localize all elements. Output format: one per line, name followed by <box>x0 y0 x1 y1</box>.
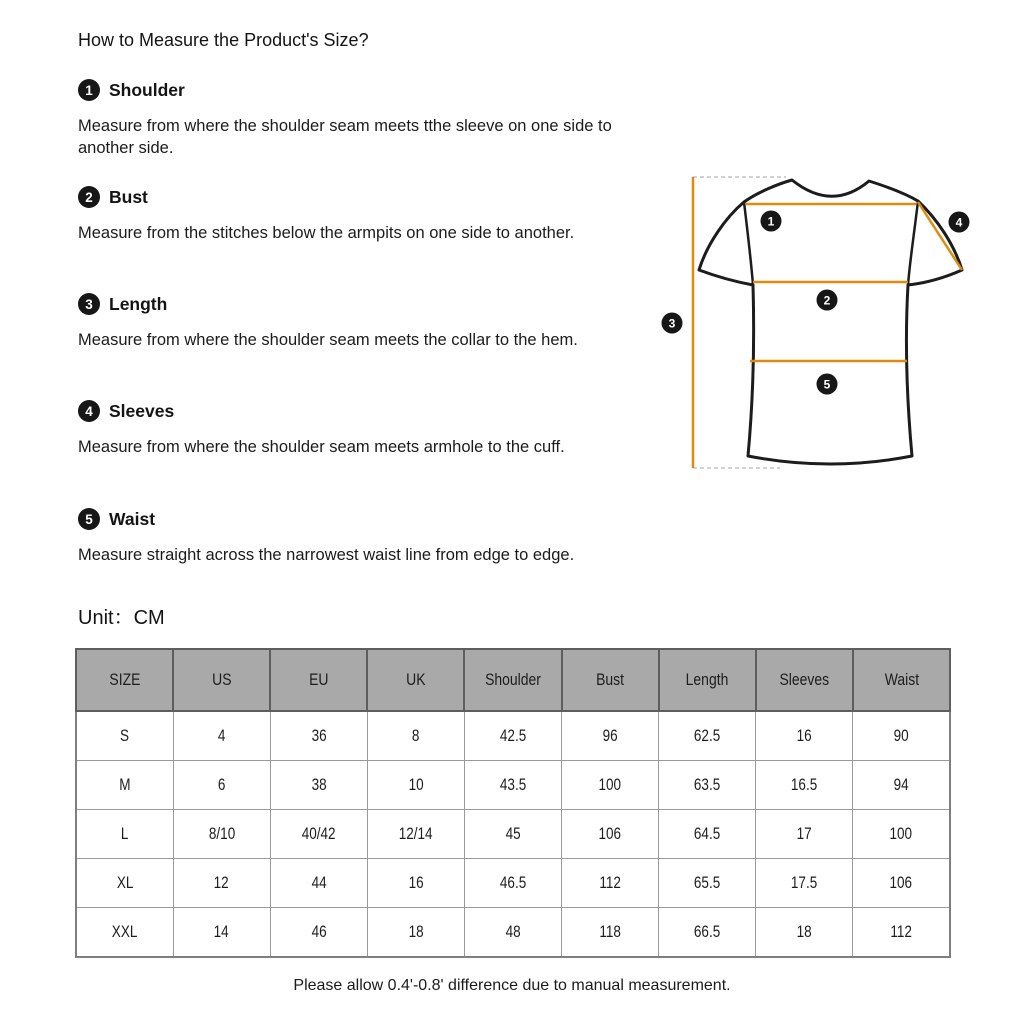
table-row <box>76 908 950 958</box>
table-cell: 100 <box>853 810 950 859</box>
header-cell: Shoulder <box>464 649 561 711</box>
header-cell: Length <box>659 649 756 711</box>
table-cell: 112 <box>853 908 950 958</box>
table-cell: 8 <box>367 711 464 761</box>
table-row <box>76 711 950 761</box>
table-cell: 46.5 <box>464 859 561 908</box>
unit-label <box>78 601 165 630</box>
page-title: How to Measure the Product's Size? <box>78 30 369 50</box>
header-cell: US <box>173 649 270 711</box>
table-cell: S <box>76 711 173 761</box>
table-cell: 112 <box>562 859 659 908</box>
step-heading <box>78 186 618 208</box>
table-cell: 16.5 <box>756 761 853 810</box>
table-cell: 43.5 <box>464 761 561 810</box>
table-cell: XXL <box>76 908 173 958</box>
table-cell: 16 <box>756 711 853 761</box>
step-description: Measure from where the shoulder seam meets tthe sleeve on one side to another side. <box>78 117 612 157</box>
step-heading <box>78 400 618 422</box>
table-cell: 17 <box>756 810 853 859</box>
table-cell: 66.5 <box>659 908 756 958</box>
table-cell: 106 <box>853 859 950 908</box>
table-cell: 118 <box>562 908 659 958</box>
step-label: Length <box>109 293 168 314</box>
table-cell: 17.5 <box>756 859 853 908</box>
size-table-header-row <box>76 649 950 711</box>
table-cell: M <box>76 761 173 810</box>
marker-length <box>662 313 683 334</box>
table-cell: 12 <box>173 859 270 908</box>
table-row <box>76 859 950 908</box>
table-cell: 6 <box>173 761 270 810</box>
header-cell: SIZE <box>76 649 173 711</box>
marker-bust <box>817 290 838 311</box>
table-cell: 36 <box>270 711 367 761</box>
step-heading <box>78 508 618 530</box>
svg-text:3: 3 <box>668 316 676 331</box>
step-description: Measure straight across the narrowest waist line from edge to edge. <box>78 546 575 564</box>
table-cell: 63.5 <box>659 761 756 810</box>
table-cell: 12/14 <box>367 810 464 859</box>
table-cell: XL <box>76 859 173 908</box>
table-cell: 46 <box>270 908 367 958</box>
unit-prefix: Unit： <box>78 607 134 629</box>
table-cell: 62.5 <box>659 711 756 761</box>
table-cell: 65.5 <box>659 859 756 908</box>
table-cell: 10 <box>367 761 464 810</box>
measurement-disclaimer: Please allow 0.4'-0.8' difference due to manual measurement. <box>293 977 731 994</box>
step-number-badge: 1 <box>78 79 100 101</box>
table-row <box>76 810 950 859</box>
table-cell: 100 <box>562 761 659 810</box>
header-cell: UK <box>367 649 464 711</box>
table-cell: 18 <box>367 908 464 958</box>
measure-step-length <box>78 293 618 351</box>
marker-sleeves <box>949 212 970 233</box>
header-cell: Waist <box>853 649 950 711</box>
measure-step-waist <box>78 508 618 566</box>
measure-step-sleeves <box>78 400 618 458</box>
table-cell: 38 <box>270 761 367 810</box>
table-cell: 44 <box>270 859 367 908</box>
table-cell: 45 <box>464 810 561 859</box>
unit-value: CM <box>133 607 165 629</box>
table-row <box>76 761 950 810</box>
table-cell: 8/10 <box>173 810 270 859</box>
measure-step-bust <box>78 186 618 244</box>
tshirt-measure-diagram <box>640 160 1024 490</box>
table-cell: 96 <box>562 711 659 761</box>
tshirt-outline <box>699 180 962 464</box>
marker-shoulder <box>761 211 782 232</box>
table-cell: 14 <box>173 908 270 958</box>
table-cell: 40/42 <box>270 810 367 859</box>
svg-text:1: 1 <box>767 214 775 229</box>
step-label: Sleeves <box>109 400 175 421</box>
table-cell: 94 <box>853 761 950 810</box>
step-label: Shoulder <box>109 79 185 100</box>
measure-step-shoulder <box>78 79 618 159</box>
step-heading <box>78 293 618 315</box>
marker-waist <box>817 374 838 395</box>
step-number-badge: 5 <box>78 508 100 530</box>
table-cell: 16 <box>367 859 464 908</box>
table-cell: 4 <box>173 711 270 761</box>
svg-text:2: 2 <box>823 293 831 308</box>
step-description: Measure from the stitches below the armpits on one side to another. <box>78 224 575 242</box>
table-cell: 64.5 <box>659 810 756 859</box>
step-description: Measure from where the shoulder seam meets the collar to the hem. <box>78 331 578 349</box>
table-cell: L <box>76 810 173 859</box>
svg-text:5: 5 <box>823 377 831 392</box>
step-label: Waist <box>109 508 156 529</box>
step-description: Measure from where the shoulder seam meets armhole to the cuff. <box>78 438 565 456</box>
step-number-badge: 2 <box>78 186 100 208</box>
step-number-badge: 4 <box>78 400 100 422</box>
header-cell: EU <box>270 649 367 711</box>
step-heading <box>78 79 618 101</box>
table-cell: 90 <box>853 711 950 761</box>
step-number-badge: 3 <box>78 293 100 315</box>
header-cell: Bust <box>562 649 659 711</box>
table-cell: 106 <box>562 810 659 859</box>
table-cell: 42.5 <box>464 711 561 761</box>
svg-text:4: 4 <box>955 215 963 230</box>
table-cell: 18 <box>756 908 853 958</box>
step-label: Bust <box>109 186 148 207</box>
header-cell: Sleeves <box>756 649 853 711</box>
table-cell: 48 <box>464 908 561 958</box>
size-table <box>75 648 951 958</box>
